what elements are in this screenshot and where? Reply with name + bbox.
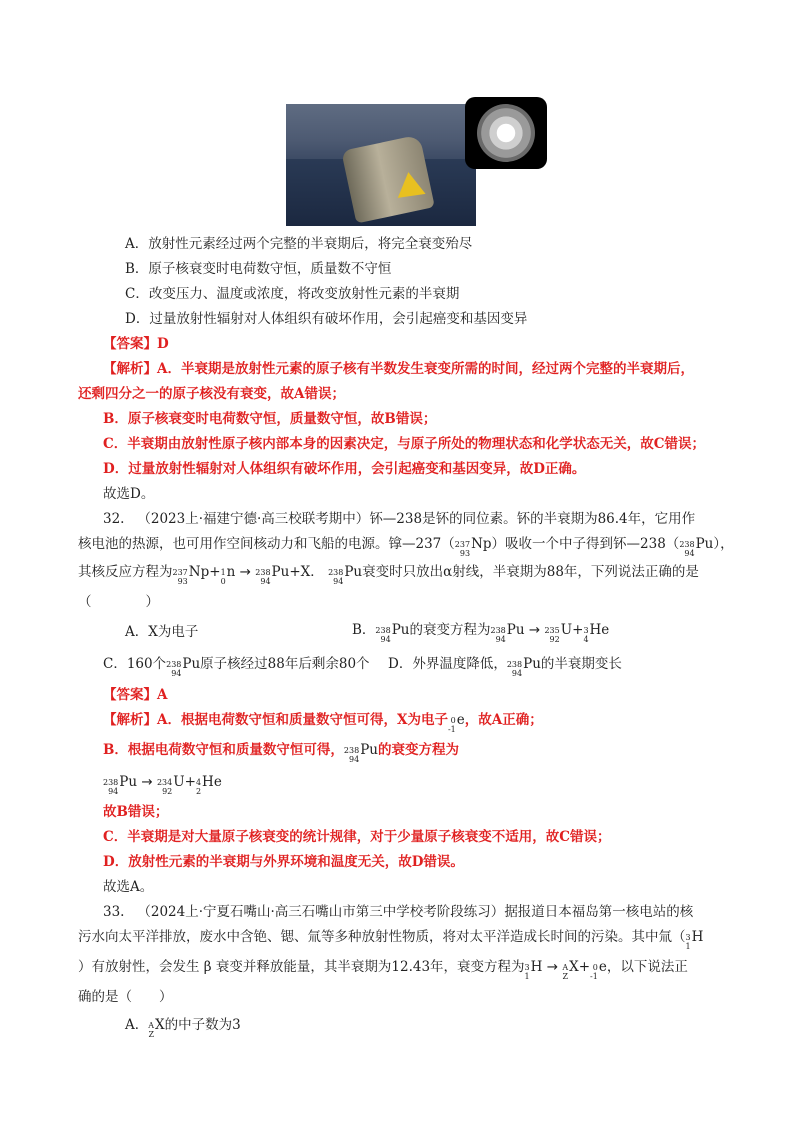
q32-decay-equation: 238 94 Pu → 234 92 U+ 4 2 He bbox=[103, 774, 222, 796]
q32-analysis-d: D．放射性元素的半衰期与外界环境和温度无关，故D错误。 bbox=[103, 854, 464, 870]
q31-option-d: D．过量放射性辐射对人体组织有破坏作用，会引起癌变和基因变异 bbox=[125, 311, 528, 327]
nuclide-np237: 237 93 Np bbox=[454, 536, 492, 558]
nuclide-pu238-eq: 238 94 Pu bbox=[255, 564, 290, 586]
q32-stem-line2: 核电池的热源，也可用作空间核动力和飞船的电源。镎—237（ 237 93 Np）吸收一个中子得到钚—238（ 238 94 Pu）， bbox=[78, 536, 734, 558]
q33-stem-line1: 33. （2024上·宁夏石嘴山·高三石嘴山市第三中学校考阶段练习）据报道日本福岛第一核电站的核 bbox=[103, 904, 694, 920]
q32-option-c: C．160个 238 94 Pu原子核经过88年后剩余80个 bbox=[103, 656, 370, 678]
q31-option-b: B．原子核衰变时电荷数守恒，质量数不守恒 bbox=[125, 261, 392, 277]
q31-analysis-d: D．过量放射性辐射对人体组织有破坏作用，会引起癌变和基因变异，故D正确。 bbox=[103, 461, 586, 477]
q32-option-d: D．外界温度降低， 238 94 Pu的半衰期变长 bbox=[388, 656, 622, 678]
q32-stem-line3: 其核反应方程为 237 93 Np+ 1 0 n → 238 94 Pu+X． 238 94 Pu衰变时只放出α射线，半衰期为88年，下列说法正确的是 bbox=[78, 564, 699, 586]
q32-stem-line1: 32. （2023上·福建宁德·高三校联考期中）钚—238是钚的同位素。钚的半衰期为86.4年，它用作 bbox=[103, 511, 696, 527]
q31-analysis-c: C．半衰期由放射性原子核内部本身的因素决定，与原子所处的物理状态和化学状态无关，故C错误； bbox=[103, 436, 705, 452]
q33-stem-line3: ）有放射性，会发生 β 衰变并释放能量，其半衰期为12.43年，衰变方程为 3 1 H → A Z X+ 0 -1 e，以下说法正 bbox=[78, 959, 688, 981]
q32-answer: 【答案】A bbox=[103, 687, 168, 703]
nuclide-neutron: 1 0 n bbox=[220, 564, 236, 586]
nuclide-tritium: 3 1 H bbox=[685, 929, 704, 951]
q32-conclusion: 故选A。 bbox=[103, 879, 154, 895]
q32-analysis-a: 【解析】A．根据电荷数守恒和质量数守恒可得，X为电子 0 -1 e，故A正确； bbox=[103, 712, 543, 734]
radiation-hazard-icon bbox=[394, 170, 425, 198]
nuclide-np237-eq: 237 93 Np bbox=[172, 564, 210, 586]
q32-analysis-b2: 故B错误； bbox=[103, 804, 169, 820]
q32-option-b: B． 238 94 Pu的衰变方程为 238 94 Pu → 235 92 U+ 3 4 He bbox=[352, 622, 610, 644]
q32-analysis-c: C．半衰期是对大量原子核衰变的统计规律，对于少量原子核衰变不适用，故C错误； bbox=[103, 829, 611, 845]
q33-option-a: A． A Z X的中子数为3 bbox=[125, 1017, 241, 1039]
q31-conclusion: 故选D。 bbox=[103, 486, 155, 502]
q31-option-a: A．放射性元素经过两个完整的半衰期后，将完全衰变殆尽 bbox=[125, 236, 473, 252]
q31-analysis-line2: 还剩四分之一的原子核没有衰变，故A错误； bbox=[78, 386, 345, 402]
nuclide-pu238: 238 94 Pu bbox=[679, 536, 714, 558]
q33-stem-line4: 确的是（ ） bbox=[78, 989, 173, 1005]
q31-option-c: C．改变压力、温度或浓度，将改变放射性元素的半衰期 bbox=[125, 286, 460, 302]
q33-stem-line2: 污水向太平洋排放，废水中含铯、锶、氚等多种放射性物质，将对太平洋造成长时间的污染。其中氚（ 3 1 H bbox=[78, 929, 704, 951]
q32-analysis-b: B．根据电荷数守恒和质量数守恒可得， 238 94 Pu的衰变方程为 bbox=[103, 742, 459, 764]
radio-button-icon bbox=[465, 97, 547, 169]
q31-analysis-b: B．原子核衰变时电荷数守恒，质量数守恒，故B错误； bbox=[103, 411, 437, 427]
nuclide-pu238-b: 238 94 Pu bbox=[328, 564, 363, 586]
q31-answer: 【答案】D bbox=[103, 336, 169, 352]
radioactive-barrel-photo bbox=[286, 104, 476, 226]
q31-analysis-line1: 【解析】A．半衰期是放射性元素的原子核有半数发生衰变所需的时间，经过两个完整的半衰期后， bbox=[103, 361, 694, 377]
q32-stem-blank: （ ） bbox=[78, 594, 159, 610]
q32-option-a: A．X为电子 bbox=[125, 624, 199, 640]
